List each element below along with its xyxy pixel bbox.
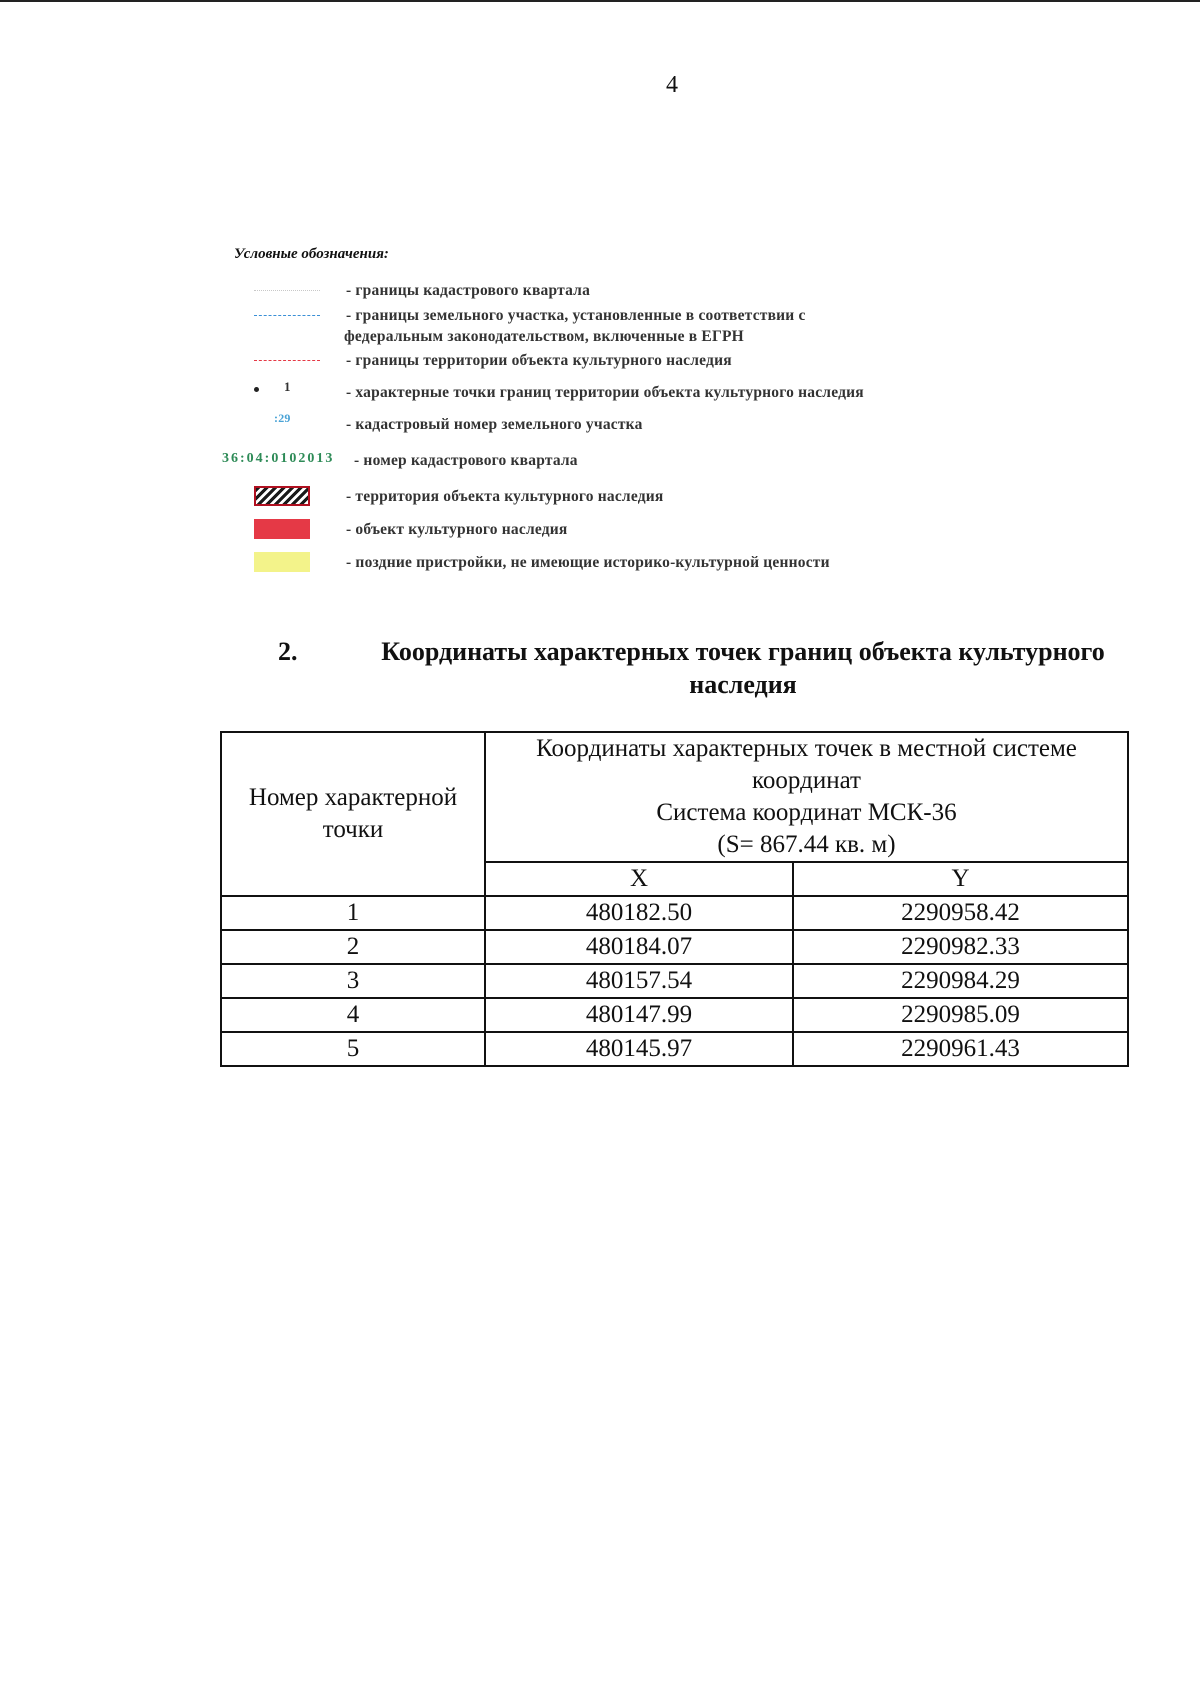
legend-item-text: - кадастровый номер земельного участка xyxy=(346,416,643,433)
point-number-cell: 5 xyxy=(221,1032,485,1066)
legend-item-text: - поздние пристройки, не имеющие историко-культурной ценности xyxy=(346,554,830,571)
red-swatch-icon xyxy=(254,519,310,539)
x-column-header: X xyxy=(485,862,793,896)
coordinates-header-line2: Система координат МСК-36 xyxy=(656,799,957,826)
legend xyxy=(222,246,982,571)
x-value-cell: 480157.54 xyxy=(485,964,793,998)
y-value-cell: 2290961.43 xyxy=(793,1032,1128,1066)
page-top-border xyxy=(0,0,1200,2)
coordinates-header xyxy=(485,732,1128,862)
table-row xyxy=(221,964,1128,998)
kvartal-boundary-line-icon xyxy=(254,280,320,300)
table-row xyxy=(221,998,1128,1032)
legend-item-text-line1: - границы земельного участка, установленные в соответствии с xyxy=(346,307,806,324)
legend-title: Условные обозначения: xyxy=(234,246,389,262)
legend-item-text xyxy=(346,305,806,347)
point-number-cell: 3 xyxy=(221,964,485,998)
legend-item-text-line2: федеральным законодательством, включенные в ЕГРН xyxy=(344,328,744,345)
legend-item-text: - границы кадастрового квартала xyxy=(346,282,591,299)
point-number-header: Номер характерной точки xyxy=(221,732,485,896)
characteristic-point-icon xyxy=(254,379,320,402)
x-value-cell: 480182.50 xyxy=(485,896,793,930)
y-column-header: Y xyxy=(793,862,1128,896)
x-value-cell: 480145.97 xyxy=(485,1032,793,1066)
heritage-territory-line-icon xyxy=(254,350,320,370)
x-value-cell: 480184.07 xyxy=(485,930,793,964)
point-number-cell: 2 xyxy=(221,930,485,964)
kvartal-number-label: 36:04:0102013 xyxy=(222,451,335,466)
section-title: Координаты характерных точек границ объекта культурного наследия xyxy=(381,637,1105,699)
coordinates-header-line3: (S= 867.44 кв. м) xyxy=(717,831,896,858)
y-value-cell: 2290984.29 xyxy=(793,964,1128,998)
point-number-cell: 4 xyxy=(221,998,485,1032)
parcel-number-label: :29 xyxy=(274,411,291,425)
section-number: 2. xyxy=(278,637,298,666)
table-row xyxy=(221,930,1128,964)
y-value-cell: 2290982.33 xyxy=(793,930,1128,964)
coordinates-header-line1: Координаты характерных точек в местной системе координат xyxy=(536,735,1077,794)
point-number-cell: 1 xyxy=(221,896,485,930)
page-number: 4 xyxy=(666,72,678,98)
legend-item-text: - объект культурного наследия xyxy=(346,521,568,538)
table-row xyxy=(221,1032,1128,1066)
yellow-swatch-icon xyxy=(254,552,310,572)
point-label: 1 xyxy=(284,379,291,394)
y-value-cell: 2290958.42 xyxy=(793,896,1128,930)
parcel-boundary-line-icon xyxy=(254,305,320,325)
legend-item-text: - характерные точки границ территории объекта культурного наследия xyxy=(346,384,864,401)
x-value-cell: 480147.99 xyxy=(485,998,793,1032)
parcel-number-icon xyxy=(254,411,320,434)
table-row xyxy=(221,896,1128,930)
legend-item-text: - границы территории объекта культурного наследия xyxy=(346,352,732,369)
y-value-cell: 2290985.09 xyxy=(793,998,1128,1032)
coordinates-table xyxy=(220,731,1129,1067)
table-header-row xyxy=(221,732,1128,862)
legend-item-text: - территория объекта культурного наследия xyxy=(346,488,664,505)
legend-item-text: - номер кадастрового квартала xyxy=(354,452,578,469)
hatched-swatch-icon xyxy=(254,486,310,506)
